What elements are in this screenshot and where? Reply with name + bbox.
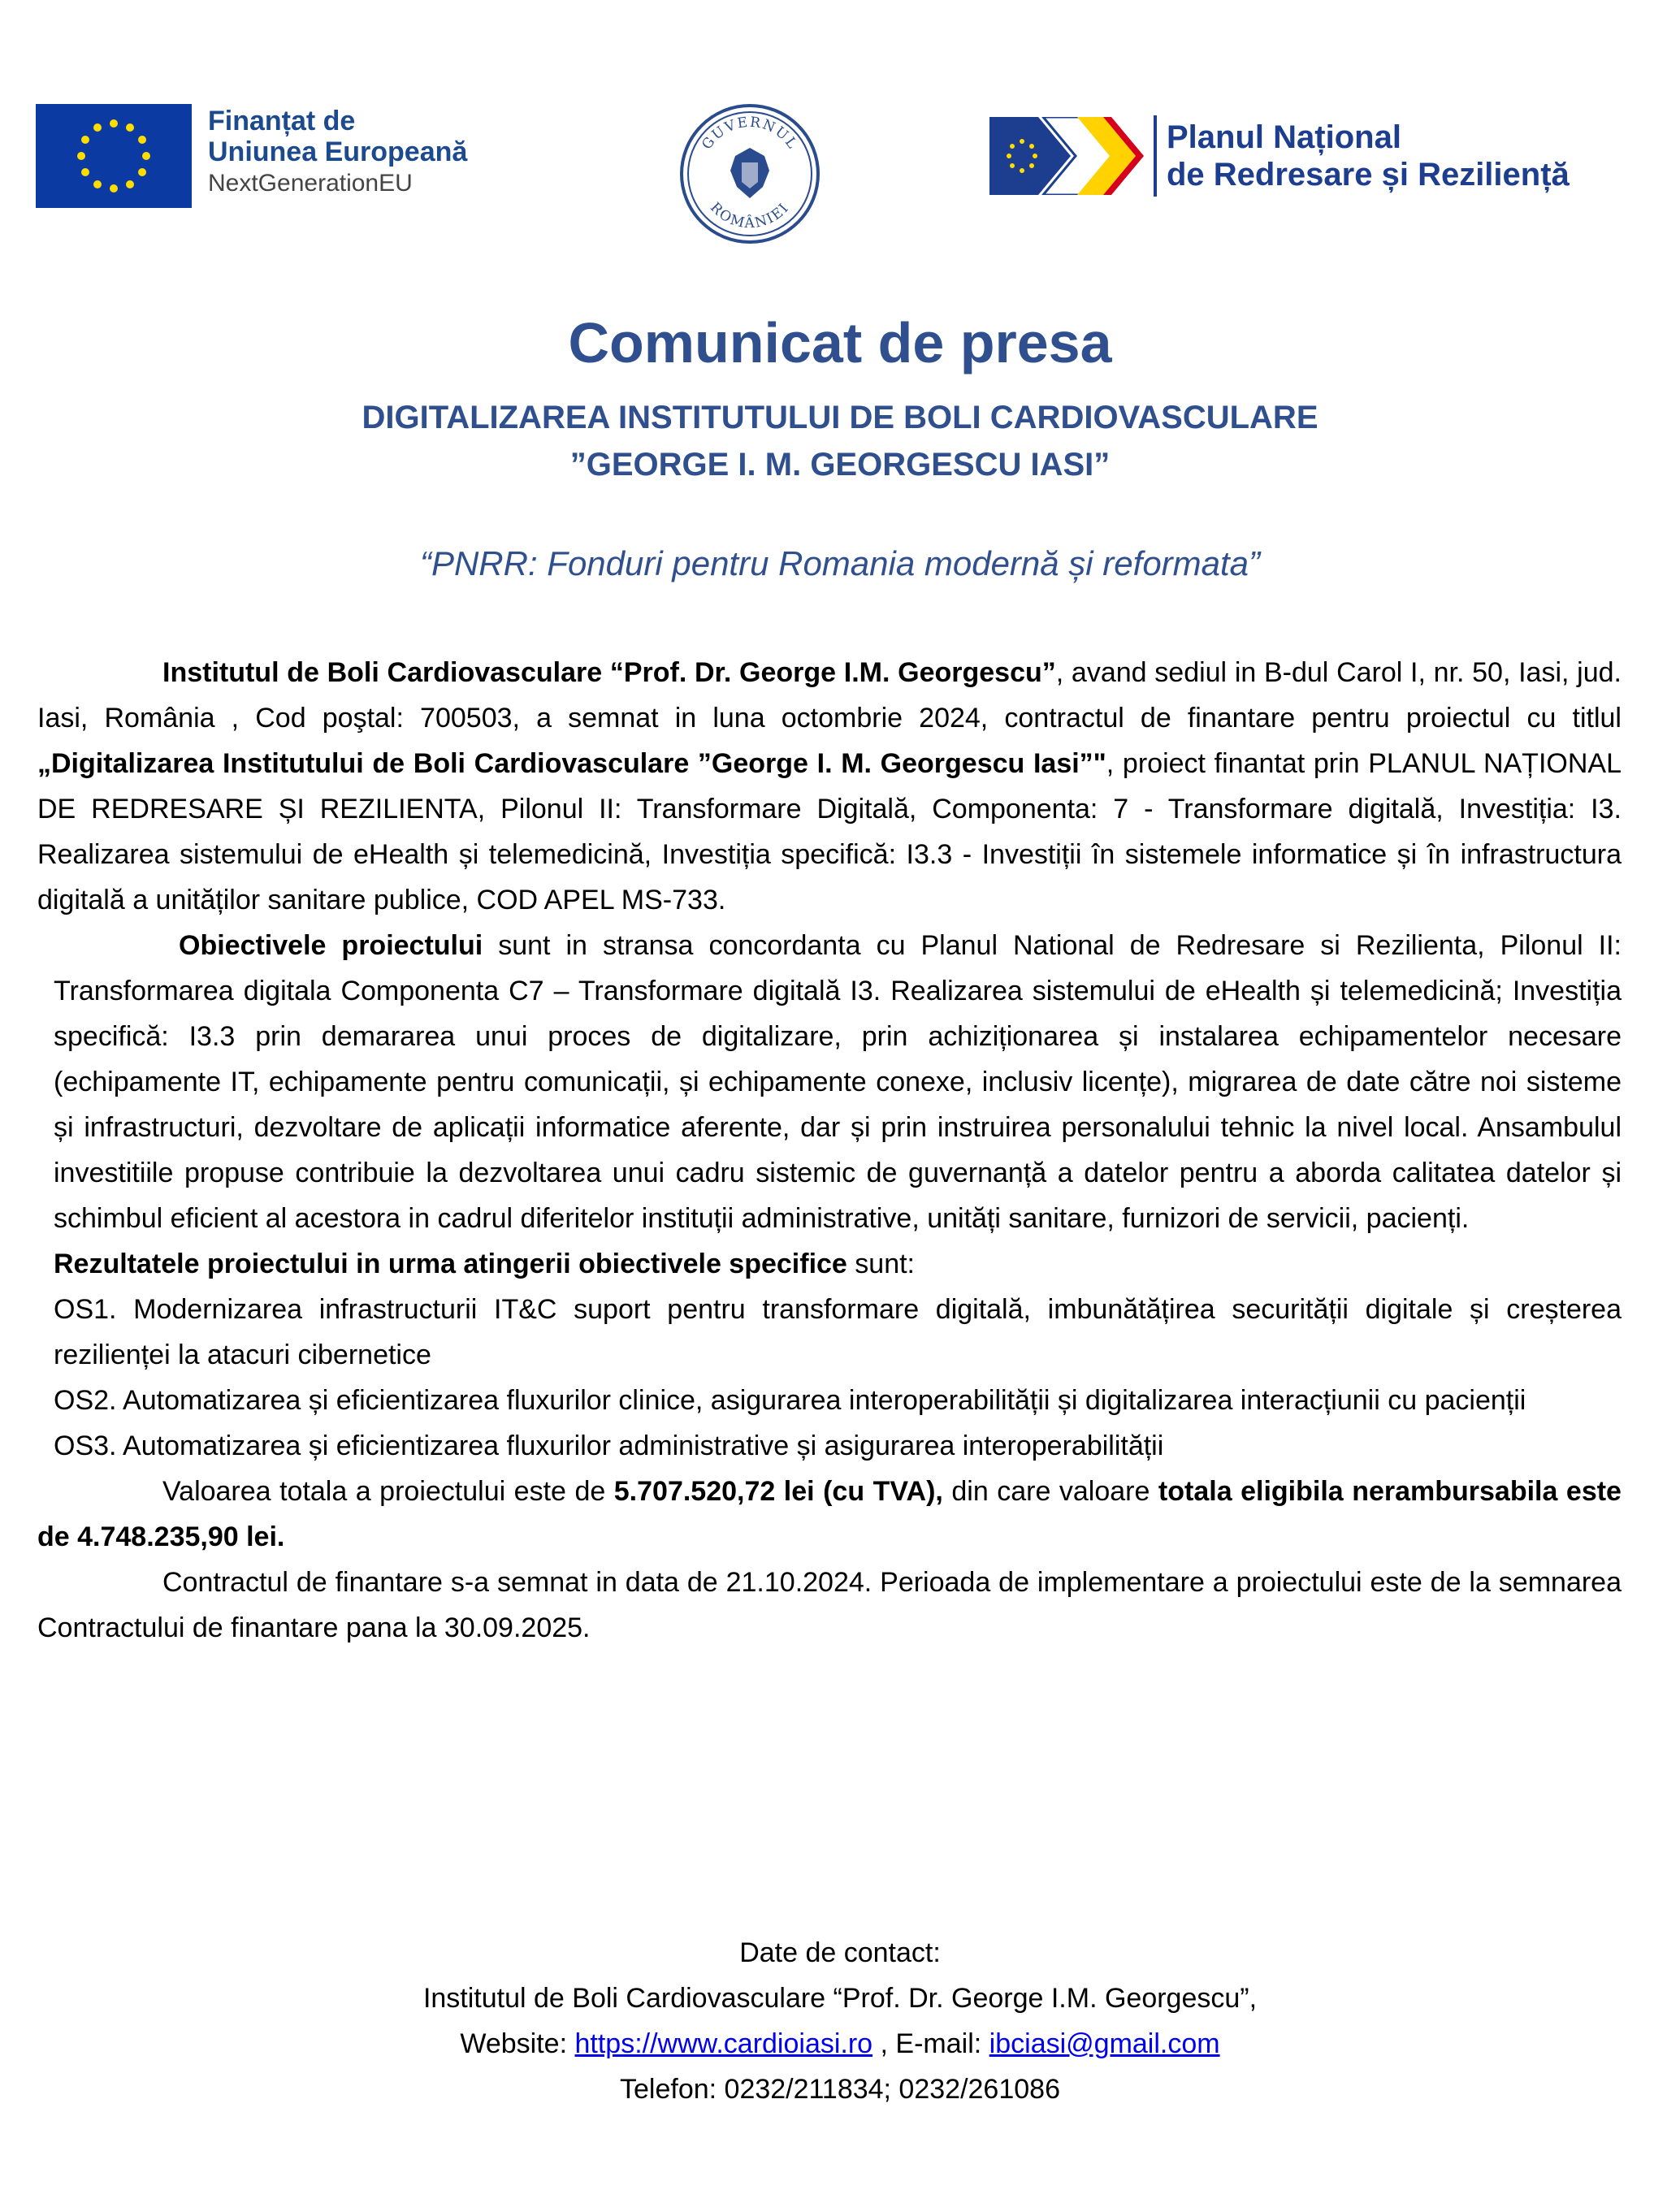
pnrr-separator (1154, 115, 1157, 197)
objective-os3: OS3. Automatizarea și eficientizarea fluxurilor administrative și asigurarea interoperabilității (54, 1430, 1164, 1461)
eu-logo-line2: Uniunea Europeană (208, 136, 468, 167)
romanian-government-seal-icon (678, 102, 821, 245)
total-value: 5.707.520,72 lei (cu TVA), (613, 1476, 943, 1507)
motto: “PNRR: Fonduri pentru Romania modernă și reformata” (419, 544, 1261, 582)
intro-text-1: , avand sediul in B-dul Carol I, nr. 50, Iasi, jud. Iasi, România , Cod poştal: 700503, a semnat in luna octombrie 2024, contractul de finantare pentru proiectul cu titlul (37, 657, 1622, 734)
paragraph-objectives (37, 923, 1622, 1241)
project-title-line2: ”GEORGE I. M. GEORGESCU IASI” (569, 447, 1111, 483)
value-text-2: din care valoare (942, 1476, 1158, 1507)
website-link[interactable]: https://www.cardioiasi.ro (574, 2028, 873, 2059)
pnrr-logo (989, 115, 1570, 197)
header-logos (0, 0, 1680, 244)
contact-block (0, 1930, 1680, 2112)
press-release-body (37, 650, 1622, 1651)
objective-os1: OS1. Modernizarea infrastructurii IT&C suport pentru transformare digitală, imbunătățirea securității digitale și creșterea rezilienței la atacuri cibernetice (54, 1294, 1622, 1370)
value-text-1: Valoarea totala a proiectului este de (162, 1476, 614, 1507)
email-label: , E-mail: (872, 2028, 989, 2059)
paragraph-results (37, 1241, 1622, 1287)
email-link[interactable]: ibciasi@gmail.com (989, 2028, 1220, 2059)
paragraph-intro (37, 650, 1622, 923)
contact-institution: Institutul de Boli Cardiovasculare “Prof. Dr. George I.M. Georgescu”, (422, 1983, 1258, 2014)
project-title-line1: DIGITALIZAREA INSTITUTULUI DE BOLI CARDIOVASCULARE (362, 400, 1318, 435)
pnrr-flag-arrows-icon (989, 117, 1144, 195)
results-label: Rezultatele proiectului in urma atingerii obiectivele specifice (54, 1249, 847, 1279)
svg-text:ROMÂNIEI: ROMÂNIEI (706, 199, 793, 232)
eu-funding-logo (36, 104, 467, 208)
objectives-text: sunt in stransa concordanta cu Planul National de Redresare si Rezilienta, Pilonul II: Transformarea digitala Componenta C7 – Transformare digitală I3. Realizarea sistemului de eHealth și telemedicină; Investiția specifică: I3.3 prin demararea unui proces de digitalizare, prin achiziționarea și instalarea echipamentelor necesare (echipamente IT, echipamente pentru comunicații, și echipamente conexe, inclusiv licențe), migrarea de date către noi sisteme și infrastructuri, dezvoltare de aplicații informatice aferente, dar și prin instruirea personalului tehnic la nivel local. Ansambulul investitiile propuse contribuie la dezvoltarea unui cadru sistemic de guvernanță a datelor pentru a aborda calitatea datelor și schimbul eficient al acestora in cadrul diferitelor instituții administrative, unități sanitare, furnizori de servicii, pacienți. (54, 930, 1622, 1234)
contact-web-email (0, 2021, 1680, 2067)
eu-logo-line1: Finanțat de (208, 106, 356, 136)
contact-heading: Date de contact: (739, 1937, 941, 1968)
project-name: „Digitalizarea Institutului de Boli Cardiovasculare ”George I. M. Georgescu Iasi”" (37, 748, 1106, 779)
website-label: Website: (460, 2028, 575, 2059)
objective-os2: OS2. Automatizarea și eficientizarea fluxurilor clinice, asigurarea interoperabilității și digitalizarea interacțiunii cu pacienții (54, 1385, 1526, 1416)
svg-text:GUVERNUL: GUVERNUL (699, 114, 801, 154)
page-title: Comunicat de presa (568, 311, 1112, 374)
institution-name: Institutul de Boli Cardiovasculare “Prof. Dr. George I.M. Georgescu” (162, 657, 1056, 688)
pnrr-logo-line1: Planul Național (1167, 119, 1401, 155)
eligible-value: totala eligibila nerambursabila este de 4.748.235,90 lei. (37, 1476, 1622, 1552)
paragraph-contract: Contractul de finantare s-a semnat in data de 21.10.2024. Perioada de implementare a proiectului este de la semnarea Contractului de finantare pana la 30.09.2025. (37, 1567, 1622, 1643)
eu-logo-line3: NextGenerationEU (208, 170, 413, 197)
paragraph-value (37, 1469, 1622, 1560)
pnrr-logo-line2: de Redresare și Reziliență (1167, 157, 1570, 193)
intro-text-2: , proiect finantat prin PLANUL NAȚIONAL DE REDRESARE ȘI REZILIENTA, Pilonul II: Transformare Digitală, Componenta: 7 - Transformare digitală, Investiția: I3. Realizarea sistemului de eHealth și telemedicină, Investiția specifică: I3.3 - Investiții în sistemele informatice și în infrastructura digitală a unităților sanitare publice, COD APEL MS-733. (37, 748, 1622, 915)
contact-phone: Telefon: 0232/211834; 0232/261086 (620, 2074, 1060, 2105)
results-text: sunt: (846, 1249, 916, 1279)
eu-flag-icon (36, 104, 192, 208)
objectives-label: Obiectivele proiectului (179, 930, 483, 961)
